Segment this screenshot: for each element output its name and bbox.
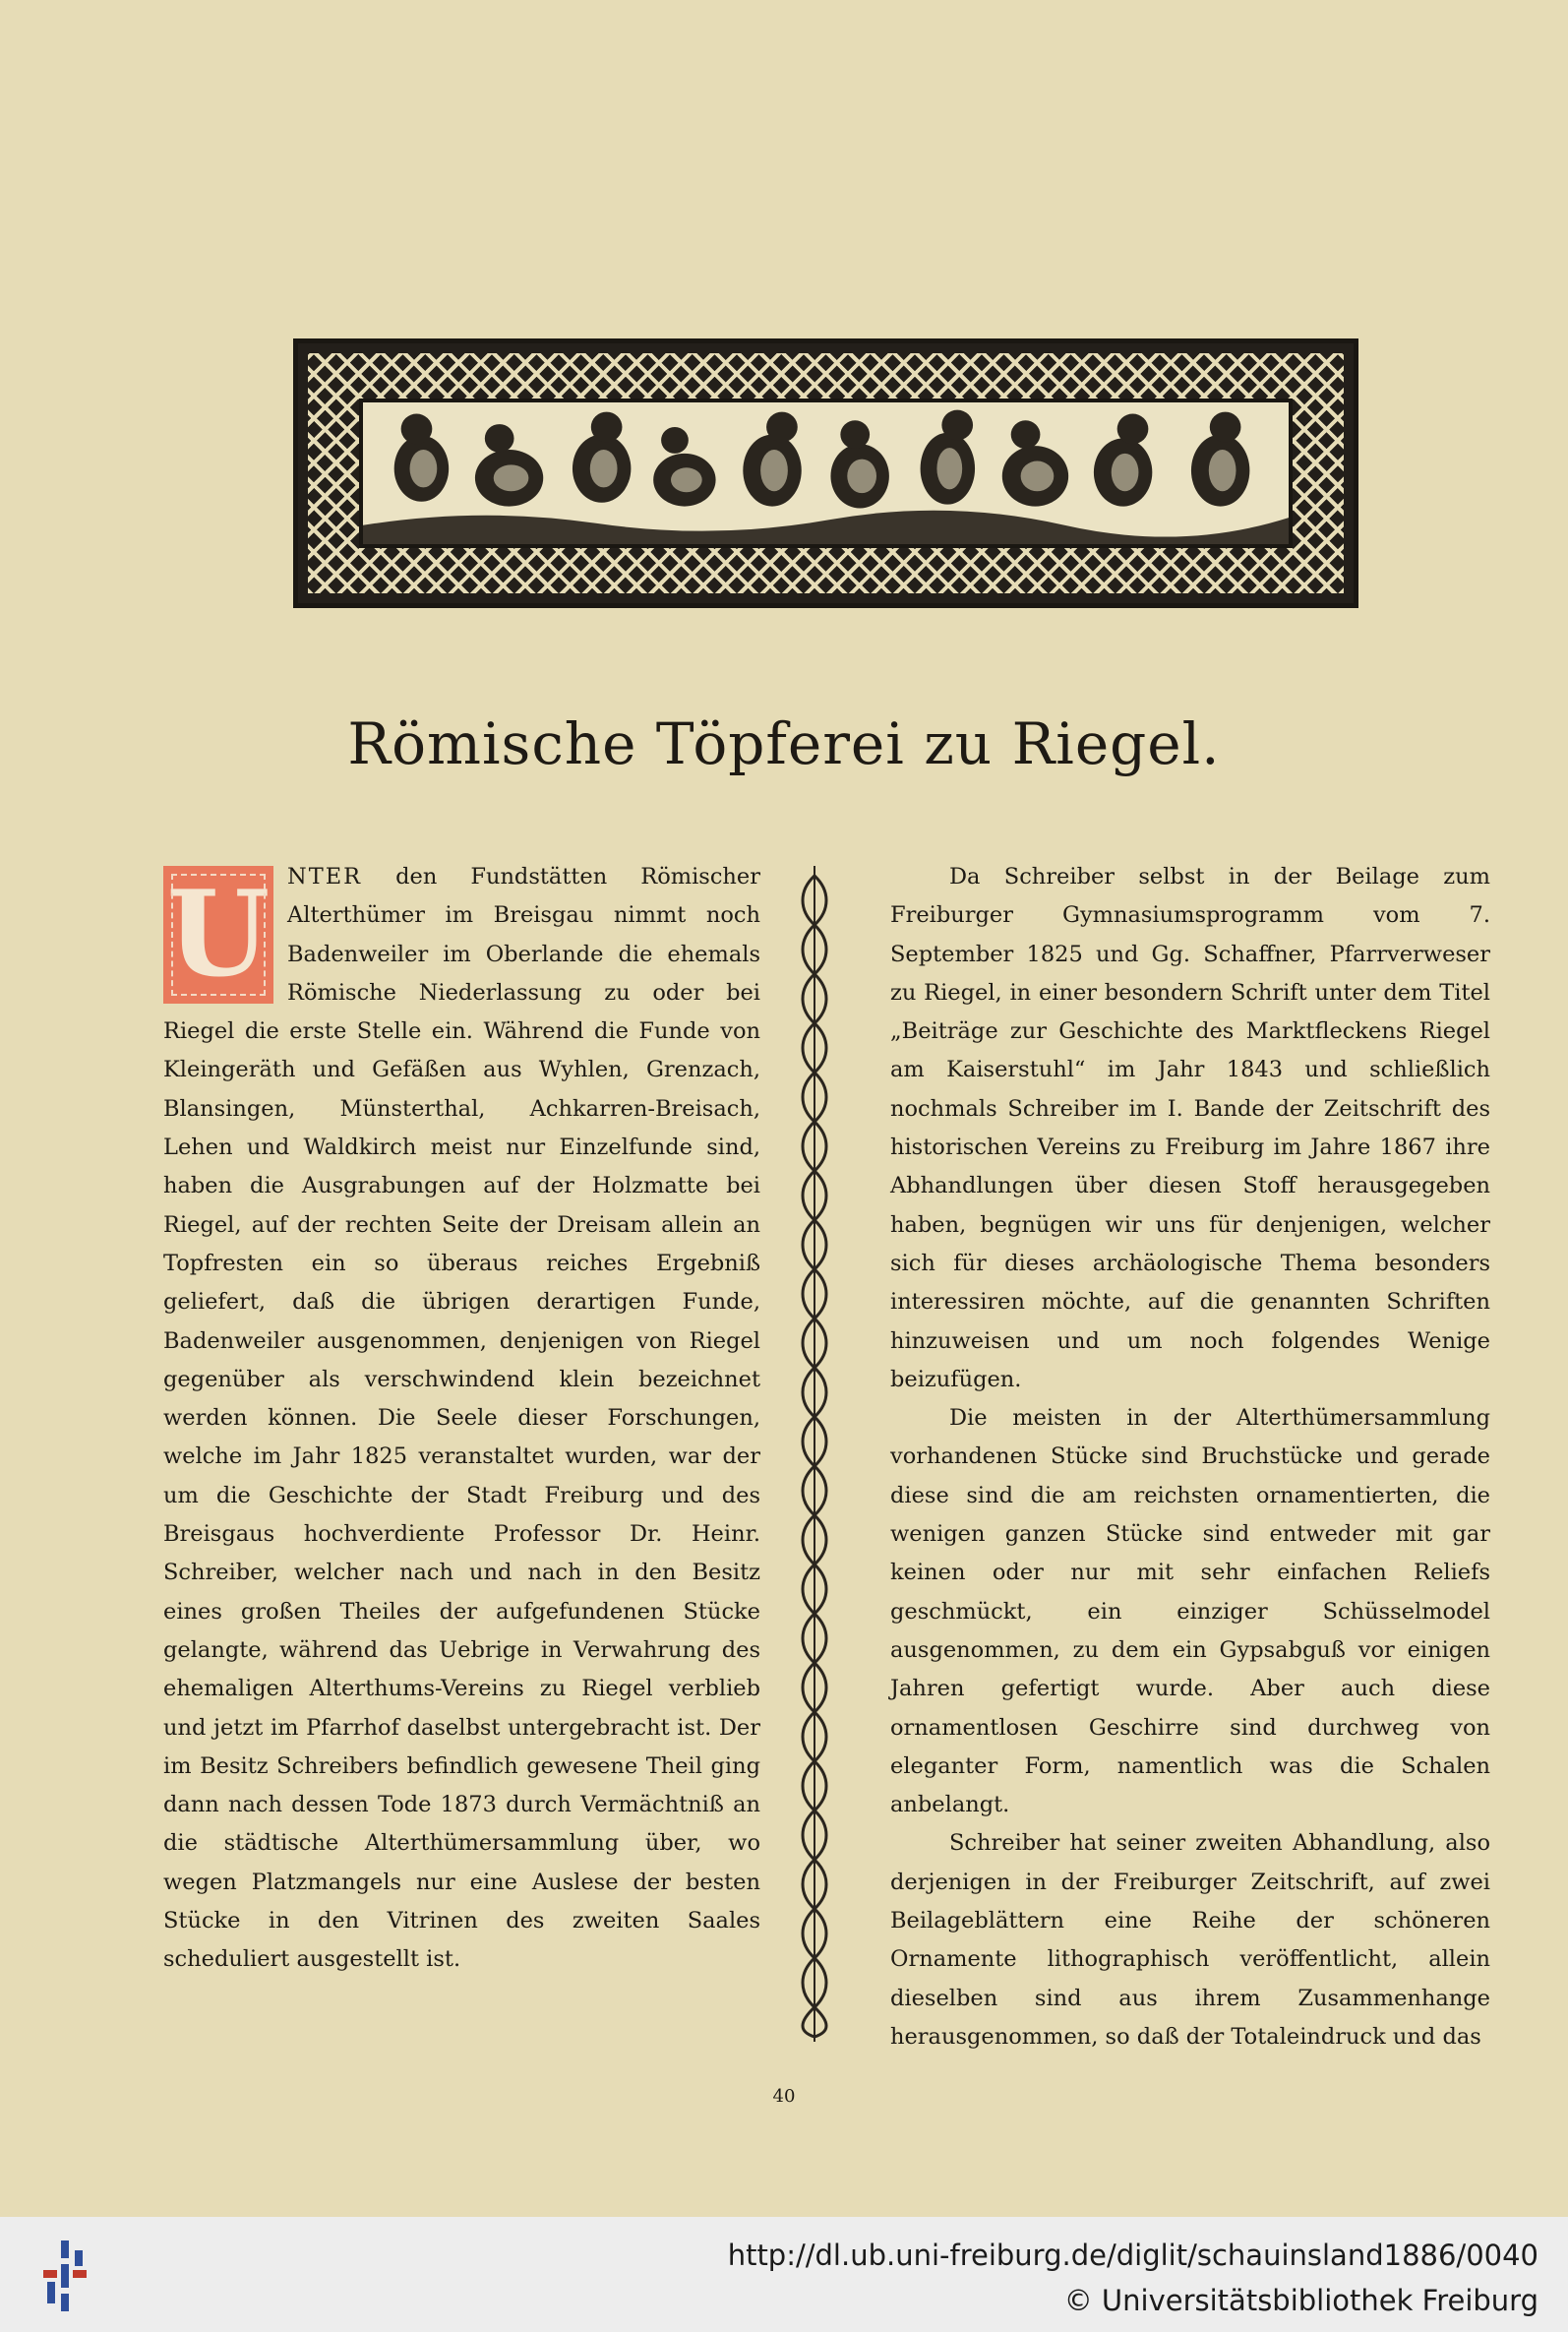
source-url-link[interactable]: http://dl.ub.uni-freiburg.de/diglit/schauinsland1886/0040: [727, 2239, 1538, 2272]
vertical-ornament-divider: [797, 866, 832, 2042]
putti-frieze-ornament: [293, 338, 1358, 608]
frieze-scene: [359, 399, 1293, 548]
article-title: Römische Töpferei zu Riegel.: [347, 710, 1221, 777]
page-number: 40: [772, 2086, 796, 2107]
right-paragraph-2: Die meisten in der Alterthümersammlung vorhandenen Stücke sind Bruchstücke und gerade diese sind die am reichsten ornamentierten, die wenigen ganzen Stücke sind entweder mit gar keinen oder nur mit sehr einfachen Reliefs geschmückt, ein einziger Schüsselmodel ausgenommen, zu dem ein Gypsabguß vor einigen Jahren gefertigt wurde. Aber auch diese ornamentlosen Geschirre sind durchweg von eleganter Form, namentlich was die Schalen anbelangt.: [890, 1405, 1490, 1818]
decorative-initial: U: [163, 866, 273, 1004]
right-paragraph-3: Schreiber hat seiner zweiten Abhandlung, also derjenigen in der Freiburger Zeitschrift, auf zwei Beilageblättern eine Reihe der schöneren Ornamente lithographisch veröffentlicht, allein dieselben sind aus ihrem Zusammenhange herausgenommen, so daß der Totaleindruck und das: [890, 1830, 1490, 2050]
right-paragraph-1: Da Schreiber selbst in der Beilage zum Freiburger Gymnasiumsprogramm vom 7. September 1825 und Gg. Schaffner, Pfarrverweser zu Riegel, in einer besondern Schrift unter dem Titel „Beiträge zur Geschichte des Marktfleckens Riegel am Kaiserstuhl“ im Jahr 1843 und schließlich nochmals Schreiber im I. Bande der Zeitschrift des historischen Vereins zu Freiburg im Jahre 1867 ihre Abhandlungen über diesen Stoff herausgegeben haben, begnügen wir uns für denjenigen, welcher sich für dieses archäologische Thema besonders interessiren möchte, auf die genannten Schriften hinzuweisen und um noch folgendes Wenige beizufügen.: [890, 864, 1490, 1392]
copyright-notice: © Universitätsbibliothek Freiburg: [1063, 2284, 1538, 2317]
right-column: [890, 858, 1490, 2056]
left-column-text: den Fundstätten Römischer Alterthümer im Breisgau nimmt noch Badenweiler im Oberlande die ehemals Römische Niederlassung zu oder bei Riegel die erste Stelle ein. Während die Funde von Kleingeräth und Gefäßen aus Wyhlen, Grenzach, Blansingen, Münsterthal, Achkarren-Breisach, Lehen und Waldkirch meist nur Einzelfunde sind, haben die Ausgrabungen auf der Holzmatte bei Riegel, auf der rechten Seite der Dreisam allein an Topfresten ein so überaus reiches Ergebniß geliefert, daß die übrigen derartigen Funde, Badenweiler ausgenommen, denjenigen von Riegel gegenüber als verschwindend klein bezeichnet werden können. Die Seele dieser Forschungen, welche im Jahr 1825 veranstaltet wurden, war der um die Geschichte der Stadt Freiburg und des Breisgaus hochverdiente Professor Dr. Heinr. Schreiber, welcher nach und nach in den Besitz eines großen Theiles der aufgefundenen Stücke gelangte, während das Uebrige in Verwahrung des ehemaligen Alterthums-Vereins zu Riegel verblieb und jetzt im Pfarrhof daselbst untergebracht ist. Der im Besitz Schreibers befindlich gewesene Theil ging dann nach dessen Tode 1873 durch Vermächtniß an die städtische Alterthümersammlung über, wo wegen Platzmangels nur eine Auslese der besten Stücke in den Vitrinen des zweiten Saales scheduliert ausgestellt ist.: [163, 864, 760, 1973]
left-column: [163, 858, 760, 1980]
first-word: NTER: [287, 864, 363, 890]
ub-freiburg-logo-icon: [39, 2237, 98, 2315]
library-footer: [0, 2217, 1568, 2332]
left-paragraph: [163, 858, 760, 1980]
